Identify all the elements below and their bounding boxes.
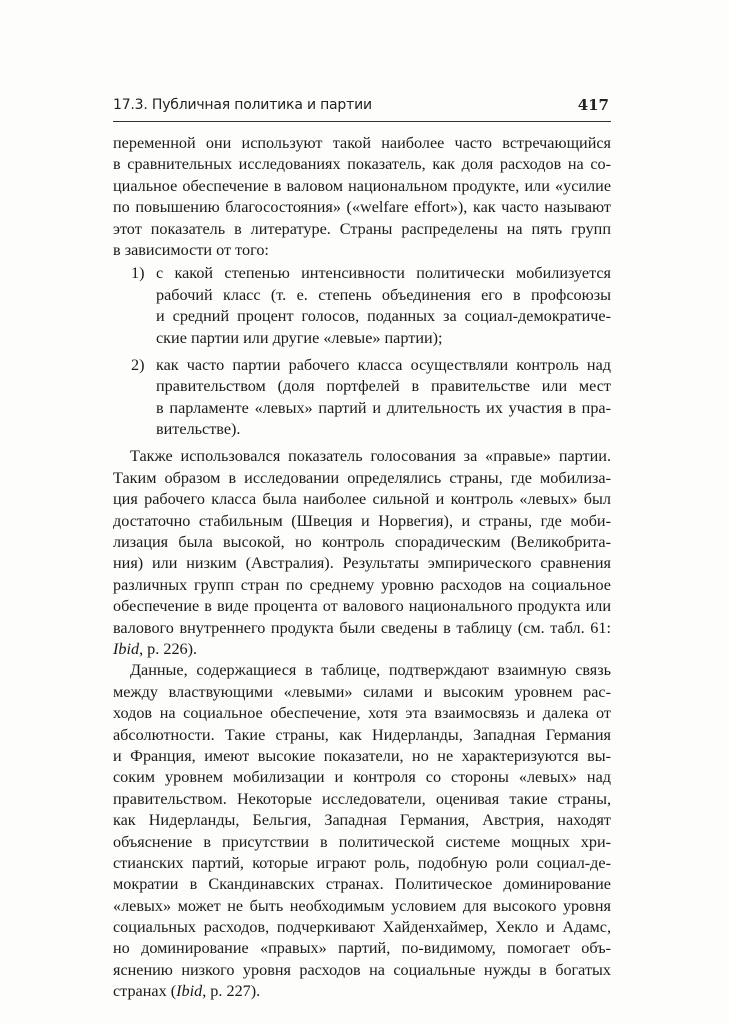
text-line: и средний процент голосов, поданных за социал-демократиче- — [156, 307, 611, 326]
paragraph-3 — [113, 660, 611, 1002]
list-number: 1) — [131, 264, 145, 283]
text-line: циальное обеспечение в валовом национальном продукте, или «усилие — [113, 176, 611, 195]
text-line: объяснение в присутствии в политической системе мощных хри- — [113, 832, 611, 851]
text-line — [113, 639, 611, 660]
citation-ibid: Ibid — [113, 639, 140, 658]
text-line: в зависимости от того: — [113, 240, 269, 259]
citation-page: , p. 226). — [139, 639, 198, 658]
text-line: но доминирование «правых» партий, по-видимому, помогает объ- — [113, 939, 611, 958]
text-line: ходов на социальное обеспечение, хотя эта взаимосвязь и далека от — [113, 704, 611, 723]
text-line: между властвующими «левыми» силами и высоким уровнем рас- — [113, 682, 611, 701]
text-line: социальных расходов, подчеркивают Хайденхаймер, Хекло и Адамс, — [113, 918, 611, 937]
list-item — [113, 263, 611, 349]
section-title: 17.3. Публичная политика и партии — [113, 97, 372, 113]
paragraph-2 — [113, 446, 611, 660]
text-line: в сравнительных исследованиях показатель, как доля расходов на со- — [113, 155, 611, 174]
body-text — [113, 133, 611, 1003]
page-number: 417 — [577, 96, 609, 114]
text-line: Данные, содержащиеся в таблице, подтверждают взаимную связь — [130, 661, 611, 680]
text-line: и Франция, имеют высокие показатели, но не характеризуются вы- — [113, 746, 611, 765]
intro-paragraph — [113, 133, 611, 261]
text-line: мократии в Скандинавских странах. Политическое доминирование — [113, 875, 611, 894]
text-line: лизация была высокой, но контроль спорадическим (Великобрита- — [113, 533, 611, 552]
text-line: ния) или низким (Австралия). Результаты эмпирического сравнения — [113, 554, 611, 573]
citation-page: , p. 227). — [202, 982, 261, 1001]
text-line: вительстве). — [156, 420, 241, 439]
text-line: «левых» может не быть необходимым условием для высокого уровня — [113, 896, 611, 915]
text-line: различных групп стран по среднему уровню расходов на социальное — [113, 575, 611, 594]
text-line: абсолютности. Такие страны, как Нидерланды, Западная Германия — [113, 725, 611, 744]
text-line — [113, 981, 611, 1002]
text-line: ция рабочего класса была наиболее сильной и контроль «левых» был — [113, 490, 611, 509]
text-line: как часто партии рабочего класса осуществляли контроль над — [156, 355, 611, 374]
text-line: Также использовался показатель голосования за «правые» партии. — [130, 447, 611, 466]
text-line: достаточно стабильным (Швеция и Норвегия), и страны, где моби- — [113, 511, 611, 530]
text-line: в парламенте «левых» партий и длительность их участия в пра- — [156, 398, 611, 417]
text-line: как Нидерланды, Бельгия, Западная Германия, Австрия, находят — [113, 811, 611, 830]
running-head — [113, 95, 611, 122]
text-line: с какой степенью интенсивности политически мобилизуется — [156, 264, 611, 283]
text-line: правительством (доля портфелей в правительстве или мест — [156, 377, 611, 396]
text-line: яснению низкого уровня расходов на социальные нужды в богатых — [113, 960, 611, 979]
text-line: валового внутреннего продукта были сведены в таблицу (см. табл. 61: — [113, 618, 611, 637]
list-number: 2) — [131, 355, 145, 374]
text-line: Таким образом в исследовании определялись страны, где мобилиза- — [113, 468, 611, 487]
text-line: рабочий класс (т. е. степень объединения его в профсоюзы — [156, 285, 611, 304]
text-line: стианских партий, которые играют роль, подобную роли социал-де- — [113, 853, 611, 872]
text-line: правительством. Некоторые исследователи, оценивая такие страны, — [113, 789, 611, 808]
text-line: по повышению благосостояния» («welfare effort»), как часто называют — [113, 198, 611, 217]
citation-ibid: Ibid — [176, 982, 203, 1001]
numbered-list — [113, 263, 611, 440]
text-line: соким уровнем мобилизации и контроля со стороны «левых» над — [113, 768, 611, 787]
text-line: этот показатель в литературе. Страны распределены на пять групп — [113, 219, 611, 238]
list-item — [113, 355, 611, 441]
text-line: ские партии или другие «левые» партии); — [156, 328, 443, 347]
text-fragment: странах ( — [113, 982, 177, 1001]
text-line: переменной они используют такой наиболее часто встречающийся — [113, 134, 611, 152]
text-line: обеспечение в виде процента от валового национального продукта или — [113, 597, 611, 616]
